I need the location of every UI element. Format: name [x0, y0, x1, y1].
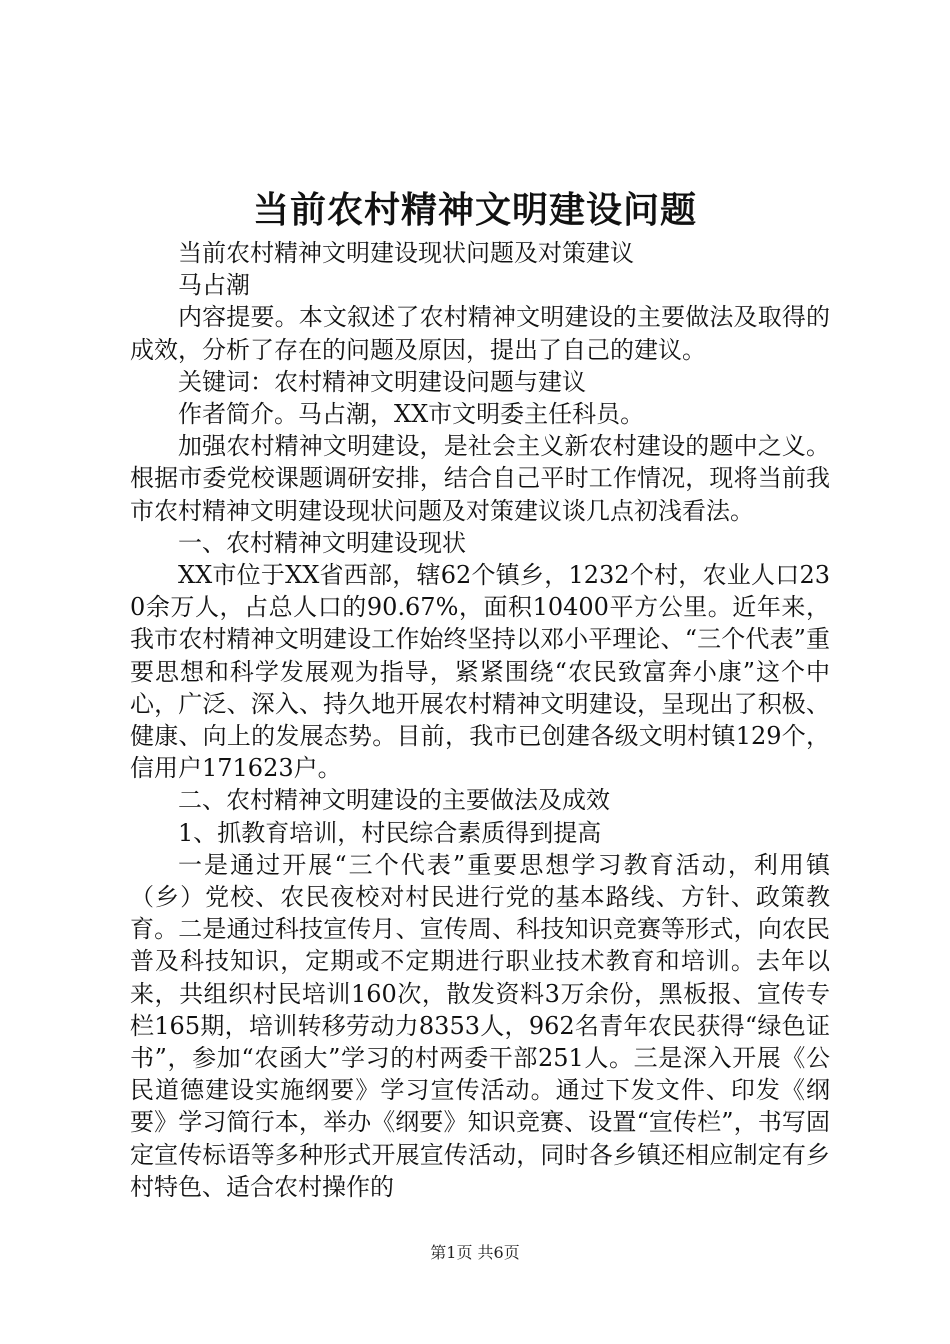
section-heading-1: 一、农村精神文明建设现状	[178, 528, 466, 557]
page-footer: 第1页 共6页	[430, 1243, 520, 1262]
author-bio-paragraph: 作者简介。马占潮，XX市文明委主任科员。	[178, 400, 645, 429]
intro-paragraph: 加强农村精神文明建设，是社会主义新农村建设的题中之义。根据市委党校课题调研安排，结合自己平时工作情况，现将当前我市农村精神文明建设现状问题及对策建议谈几点初浅看法。	[130, 432, 830, 525]
document-body	[130, 237, 830, 1203]
subtitle-paragraph: 当前农村精神文明建设现状问题及对策建议	[178, 239, 634, 267]
section-heading-2: 二、农村精神文明建设的主要做法及成效	[178, 786, 610, 815]
document-title: 当前农村精神文明建设问题	[252, 189, 697, 231]
subsection-1-paragraph: 一是通过开展“三个代表”重要思想学习教育活动，利用镇（乡）党校、农民夜校对村民进行党的基本路线、方针、政策教育。二是通过科技宣传月、宣传周、科技知识竞赛等形式，向农民普及科技知识，定期或不定期进行职业技术教育和培训。去年以来，共组织村民培训160次，散发资料3万余份，黑板报、宣传专栏165期，培训转移劳动力8353人，962名青年农民获得“绿色证书”，参加“农函大”学习的村两委干部251人。三是深入开展《公民道德建设实施纲要》学习宣传活动。通过下发文件、印发《纲要》学习简行本，举办《纲要》知识竞赛、设置“宣传栏”，书写固定宣传标语等多种形式开展宣传活动，同时各乡镇还相应制定有乡村特色、适合农村操作的	[130, 850, 830, 1201]
author-paragraph: 马占潮	[178, 271, 250, 300]
section-1-paragraph: XX市位于XX省西部，辖62个镇乡，1232个村，农业人口230余万人，占总人口的90.67%，面积10400平方公里。近年来，我市农村精神文明建设工作始终坚持以邓小平理论、“三个代表”重要思想和科学发展观为指导，紧紧围绕“农民致富奔小康”这个中心，广泛、深入、持久地开展农村精神文明建设，呈现出了积极、健康、向上的发展态势。目前，我市已创建各级文明村镇129个，信用户171623户。	[130, 561, 830, 783]
keywords-paragraph: 关键词：农村精神文明建设问题与建议	[178, 367, 586, 396]
subsection-heading-1: 1、抓教育培训，村民综合素质得到提高	[178, 818, 602, 847]
abstract-paragraph: 内容提要。本文叙述了农村精神文明建设的主要做法及取得的成效，分析了存在的问题及原因，提出了自己的建议。	[130, 303, 830, 364]
